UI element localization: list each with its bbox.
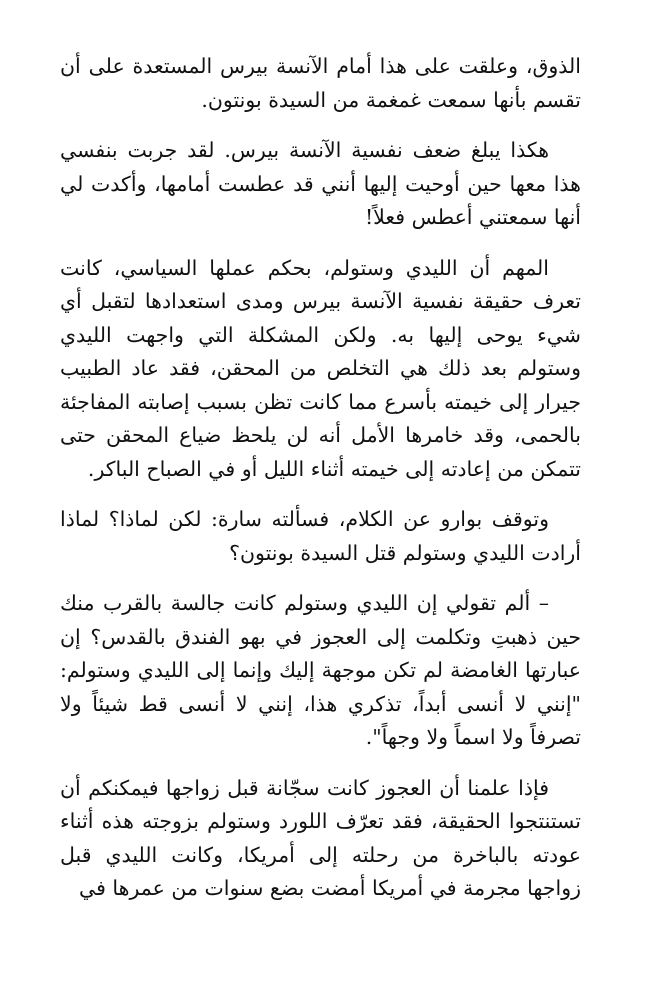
paragraph-3: المهم أن الليدي وستولم، بحكم عملها السياسي، كانت تعرف حقيقة نفسية الآنسة بيرس ومدى استعدادها لتقبل أي شيء يوحى إليها به. ولكن المشكلة التي واجهت الليدي وستولم بعد ذلك هي التخلص من المحقن، فقد عاد الطبيب جيرار إلى خيمته بأسرع مما كانت تظن بسبب إصابته المفاجئة بالحمى، وقد خامرها الأمل أنه لن يلحظ ضياع المحقن حتى تتمكن من إعادته إلى خيمته أثناء الليل أو في الصباح الباكر. (60, 255, 581, 481)
paragraph-1: الذوق، وعلقت على هذا أمام الآنسة بيرس المستعدة على أن تقسم بأنها سمعت غمغمة من السيدة بونتون. (60, 54, 581, 112)
paragraph-6: فإذا علمنا أن العجوز كانت سجّانة قبل زواجها فيمكنكم أن تستنتجوا الحقيقة، فقد تعرّف اللورد وستولم بزوجته هذه أثناء عودته بالباخرة من رحلته إلى أمريكا، وكانت الليدي قبل زواجها مجرمة في أمريكا أمضت بضع سنوات من عمرها في (60, 775, 581, 900)
paragraph-4: وتوقف بوارو عن الكلام، فسألته سارة: لكن لماذا؟ لماذا أرادت الليدي وستولم قتل السيدة بونتون؟ (60, 507, 581, 565)
paragraph-5: – ألم تقولي إن الليدي وستولم كانت جالسة بالقرب منك حين ذهبتِ وتكلمت إلى العجوز في بهو الفندق بالقدس؟ إن عبارتها الغامضة لم تكن موجهة إليك وإنما إلى الليدي وستولم: "إنني لا أنسى أبداً، تذكري هذا، إنني لا أنسى قط شيئاً ولا تصرفاً ولا اسماً ولا وجهاً". (60, 591, 581, 749)
paragraph-2: هكذا يبلغ ضعف نفسية الآنسة بيرس. لقد جربت بنفسي هذا معها حين أوحيت إليها أنني قد عطست أمامها، وأكدت لي أنها سمعتني أعطس فعلاً! (60, 138, 581, 229)
